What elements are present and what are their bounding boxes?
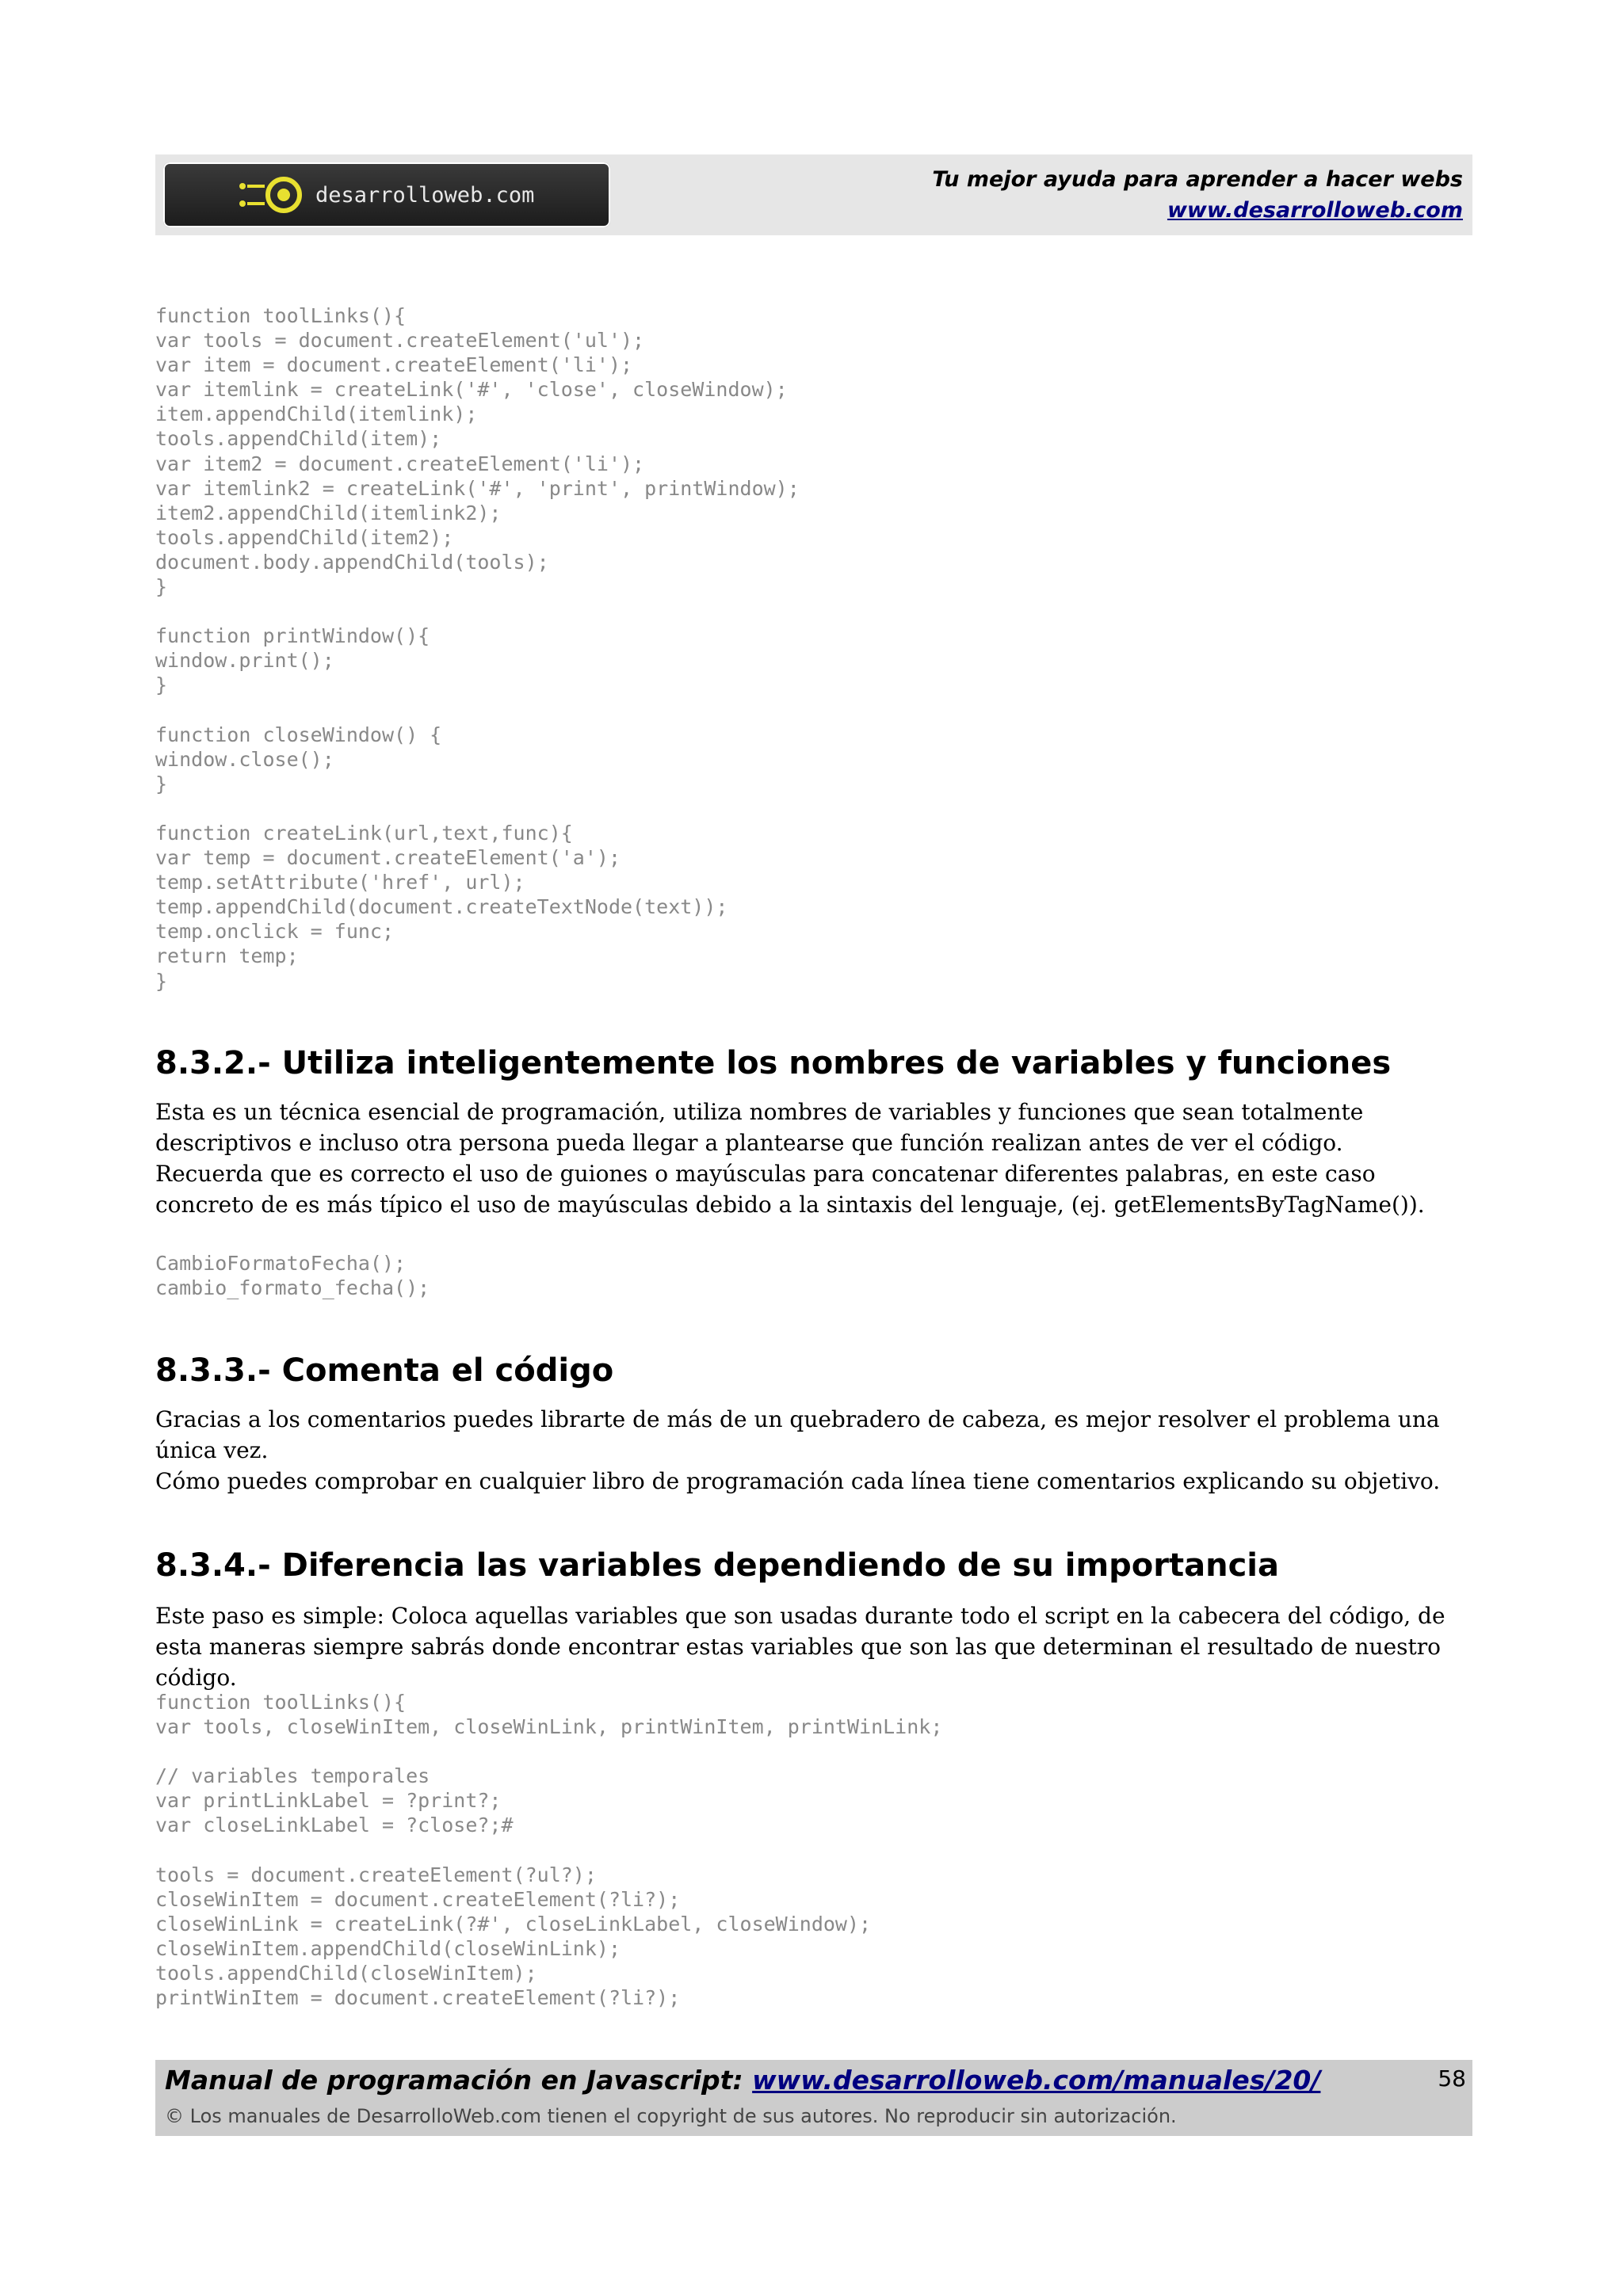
logo-icon bbox=[238, 175, 309, 215]
code-block-toollinks: function toolLinks(){ var tools = document.createElement('ul'); var item = document.createElement('li'); var itemlink = createLink('#', 'close', closeWindow); item.appendChild(itemlink); tools.appendChild(item); var item2 = document.createElement('li'); var itemlink2 = createLink('#', 'print', printWindow); item2.appendChild(itemlink2); tools.appendChild(item2); document.body.appendChild(tools); } function printWindow(){ window.print(); } function closeWindow() { window.close(); } function createLink(url,text,func){ var temp = document.createElement('a'); temp.setAttribute('href', url); temp.appendChild(document.createTextNode(text)); temp.onclick = func; return temp; } bbox=[155, 304, 800, 993]
footer-manual-link[interactable]: www.desarrolloweb.com/manuales/20/ bbox=[752, 2065, 1321, 2096]
section-paragraph-8-3-2: Esta es un técnica esencial de programación, utiliza nombres de variables y funciones que sean totalmente descriptivos e incluso otra persona pueda llegar a plantearse que función realizan antes de ver el código. Recuerda que es correcto el uso de guiones o mayúsculas para concatenar diferentes palabras, en este caso concreto de es más típico el uso de mayúsculas debido a la sintaxis del lenguaje, (ej. getElementsByTagName()). bbox=[155, 1099, 1425, 1218]
section-title-8-3-4: 8.3.4.- Diferencia las variables dependiendo de su importancia bbox=[155, 1547, 1279, 1584]
footer-title bbox=[165, 2063, 1320, 2098]
header-tagline-block bbox=[932, 164, 1463, 226]
footer-manual-label: Manual de programación en Javascript: bbox=[165, 2065, 753, 2096]
footer-copyright: © Los manuales de DesarrolloWeb.com tienen el copyright de sus autores. No reproducir sin autorización. bbox=[165, 2105, 1177, 2127]
header-site-link[interactable]: www.desarrolloweb.com bbox=[1167, 198, 1463, 223]
page-footer bbox=[155, 2060, 1472, 2136]
section-paragraph-8-3-3-b: Cómo puedes comprobar en cualquier libro de programación cada línea tiene comentarios explicando su objetivo. bbox=[155, 1468, 1441, 1494]
code-block-naming: CambioFormatoFecha(); cambio_formato_fecha(); bbox=[155, 1252, 430, 1300]
header-tagline: Tu mejor ayuda para aprender a hacer webs bbox=[932, 167, 1463, 192]
code-block-variables: function toolLinks(){ var tools, closeWinItem, closeWinLink, printWinItem, printWinLink; // variables temporales var printLinkLabel = ?print?; var closeLinkLabel = ?close?;# tools = document.createElement(?ul?); closeWinItem = document.createElement(?li?); closeWinLink = createLink(?#', closeLinkLabel, closeWindow); closeWinItem.appendChild(closeWinLink); tools.appendChild(closeWinItem); printWinItem = document.createElement(?li?); bbox=[155, 1691, 943, 2010]
section-title-8-3-3: 8.3.3.- Comenta el código bbox=[155, 1352, 614, 1389]
page-header bbox=[155, 154, 1472, 235]
page-number: 58 bbox=[1438, 2065, 1466, 2092]
section-title-8-3-2: 8.3.2.- Utiliza inteligentemente los nombres de variables y funciones bbox=[155, 1045, 1392, 1081]
site-logo[interactable] bbox=[163, 162, 610, 227]
section-paragraph-8-3-4: Este paso es simple: Coloca aquellas variables que son usadas durante todo el script en la cabecera del código, de esta maneras siempre sabrás donde encontrar estas variables que son las que determinan el resultado de nuestro código. bbox=[155, 1603, 1445, 1691]
section-paragraph-8-3-3-a: Gracias a los comentarios puedes librarte de más de un quebradero de cabeza, es mejor resolver el problema una única vez. bbox=[155, 1406, 1440, 1463]
logo-text: desarrolloweb.com bbox=[315, 182, 535, 208]
